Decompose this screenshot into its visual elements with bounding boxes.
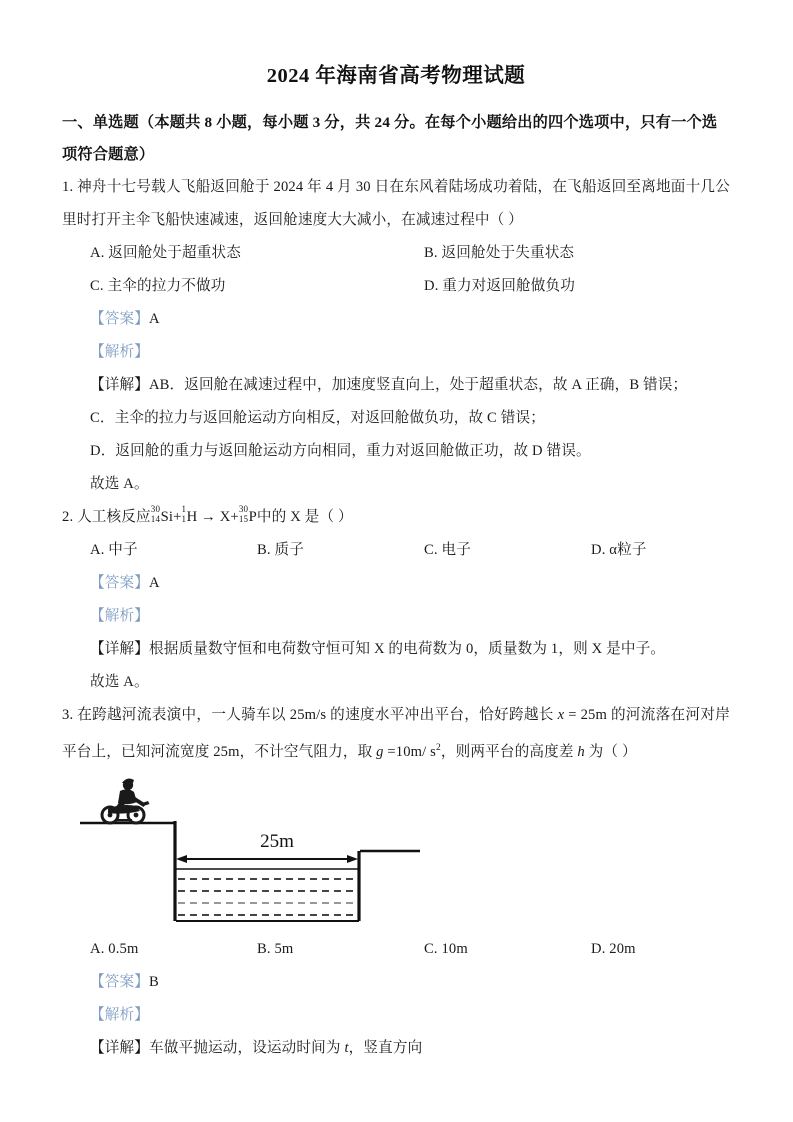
si-atomic-number: 14	[150, 514, 161, 525]
question-1-option-d[interactable]: D. 重力对返回舱做负功	[424, 277, 575, 294]
variable-h: h	[577, 743, 585, 760]
variable-x: x	[557, 706, 565, 723]
question-2-analysis-tag	[62, 600, 730, 633]
unknown-particle: X	[219, 508, 231, 525]
question-1-number: 1.	[62, 178, 74, 195]
detail-text: 根据质量数守恒和电荷数守恒可知 X 的电荷数为 0，质量数为 1，则 X 是中子。	[148, 640, 666, 657]
question-1	[62, 171, 730, 501]
plus-2: +	[230, 508, 239, 525]
arrow-head-right	[347, 855, 358, 863]
question-3-stem-part4: 为（ ）	[584, 743, 637, 760]
analysis-tag: 【解析】	[90, 343, 149, 360]
question-2-stem-suffix: 中的 X 是（ ）	[256, 508, 353, 525]
answer-value: B	[148, 973, 159, 990]
reaction-arrow-icon: →	[201, 508, 216, 525]
answer-tag: 【答案】	[90, 574, 149, 591]
question-3-detail-1	[62, 1032, 730, 1065]
question-3-number: 3.	[62, 706, 74, 723]
question-2-stem-prefix: 人工核反应	[77, 508, 151, 525]
page-title: 2024 年海南省高考物理试题	[266, 65, 526, 87]
question-1-options-row-1	[62, 237, 730, 270]
p-atomic-number: 15	[238, 514, 249, 525]
water-hatching	[178, 879, 357, 915]
question-1-stem	[62, 171, 730, 237]
question-3-figure-wrap	[62, 773, 730, 933]
detail-text: AB．返回舱在减速过程中，加速度竖直向上，处于超重状态，故 A 正确，B 错误；	[148, 376, 688, 393]
detail-tag: 【详解】	[90, 376, 149, 393]
plus-1: +	[173, 508, 182, 525]
question-1-detail-3: D．返回舱的重力与返回舱运动方向相同，重力对返回舱做正功，故 D 错误。	[90, 442, 591, 459]
question-2-stem	[62, 501, 730, 534]
si-symbol: Si	[160, 508, 174, 525]
page-content	[62, 0, 730, 1105]
section-heading: 一、单选题（本题共 8 小题，每小题 3 分，共 24 分。在每个小题给出的四个选项中，只有一个选项符合题意）	[62, 113, 718, 163]
motorcycle-rider-icon	[102, 778, 150, 822]
answer-value: A	[148, 310, 160, 327]
question-1-option-c[interactable]: C. 主伞的拉力不做功	[90, 277, 226, 294]
question-3-option-a[interactable]: A. 0.5m	[90, 940, 139, 957]
question-2-option-d[interactable]: D. α粒子	[591, 541, 647, 558]
question-1-detail-2: C．主伞的拉力与返回舱运动方向相反，对返回舱做负功，故 C 错误；	[90, 409, 545, 426]
analysis-tag: 【解析】	[90, 607, 149, 624]
question-2-answer	[62, 567, 730, 600]
question-2-option-a[interactable]: A. 中子	[90, 541, 138, 558]
question-2-detail-1	[62, 633, 730, 666]
question-1-answer	[62, 303, 730, 336]
variable-g: g	[376, 743, 384, 760]
question-1-option-a[interactable]: A. 返回舱处于超重状态	[90, 244, 241, 261]
question-3-analysis-tag	[62, 999, 730, 1032]
question-3-option-c[interactable]: C. 10m	[424, 940, 468, 957]
river-jump-diagram	[62, 773, 422, 933]
question-3-answer	[62, 966, 730, 999]
question-1-analysis-tag	[62, 336, 730, 369]
detail-tail: ，竖直方向	[348, 1039, 423, 1056]
question-1-conclusion: 故选 A。	[90, 475, 149, 492]
detail-tag: 【详解】	[90, 640, 149, 657]
h-symbol: H	[186, 508, 198, 525]
detail-tag: 【详解】	[90, 1039, 149, 1056]
question-3-options-row	[62, 933, 730, 966]
h-mass-number: 1	[181, 504, 187, 515]
span-label: 25m	[260, 830, 294, 852]
answer-tag: 【答案】	[90, 310, 149, 327]
page-bottom-spacer	[62, 1065, 730, 1105]
si-indices	[151, 505, 160, 524]
question-1-stem-text: 神舟十七号载人飞船返回舱于 2024 年 4 月 30 日在东风着陆场成功着陆，在飞船返回至离地面十几公里时打开主伞飞船快速减速，返回舱速度大大减小，在减速过程中（ ）	[62, 178, 730, 228]
arrow-head-left	[176, 855, 187, 863]
answer-value: A	[148, 574, 160, 591]
question-2-number: 2.	[62, 508, 74, 525]
question-2-option-b[interactable]: B. 质子	[257, 541, 304, 558]
question-3-stem-part1: 在跨越河流表演中，一人骑车以 25m/s 的速度水平冲出平台，恰好跨越长	[77, 706, 558, 723]
p-indices	[239, 505, 248, 524]
p-mass-number: 30	[238, 504, 249, 515]
question-1-detail-1	[62, 369, 730, 402]
x-value: = 25m	[564, 706, 607, 723]
h-indices	[181, 505, 186, 524]
question-3	[62, 699, 730, 1065]
question-3-option-d[interactable]: D. 20m	[591, 940, 636, 957]
question-1-option-b[interactable]: B. 返回舱处于失重状态	[424, 244, 575, 261]
question-3-stem	[62, 699, 730, 769]
question-2	[62, 501, 730, 699]
si-mass-number: 30	[150, 504, 161, 515]
answer-tag: 【答案】	[90, 973, 149, 990]
variable-t: t	[344, 1039, 349, 1056]
question-3-stem-part2: 的河流落在河对岸平台上，已知河流宽度 25m，不计空气阻力，取	[62, 706, 730, 760]
question-2-conclusion: 故选 A。	[90, 673, 149, 690]
g-exponent: 2	[436, 742, 441, 753]
g-value: =10m/ s	[383, 743, 436, 760]
question-3-option-b[interactable]: B. 5m	[257, 940, 294, 957]
question-1-options-row-2	[62, 270, 730, 303]
question-2-options-row	[62, 534, 730, 567]
p-symbol: P	[248, 508, 257, 525]
detail-text: 车做平抛运动，设运动时间为	[148, 1039, 345, 1056]
h-atomic-number: 1	[181, 514, 187, 525]
question-3-stem-part3: ，则两平台的高度差	[440, 743, 578, 760]
analysis-tag: 【解析】	[90, 1006, 149, 1023]
nuclear-equation	[151, 501, 257, 534]
question-2-option-c[interactable]: C. 电子	[424, 541, 471, 558]
